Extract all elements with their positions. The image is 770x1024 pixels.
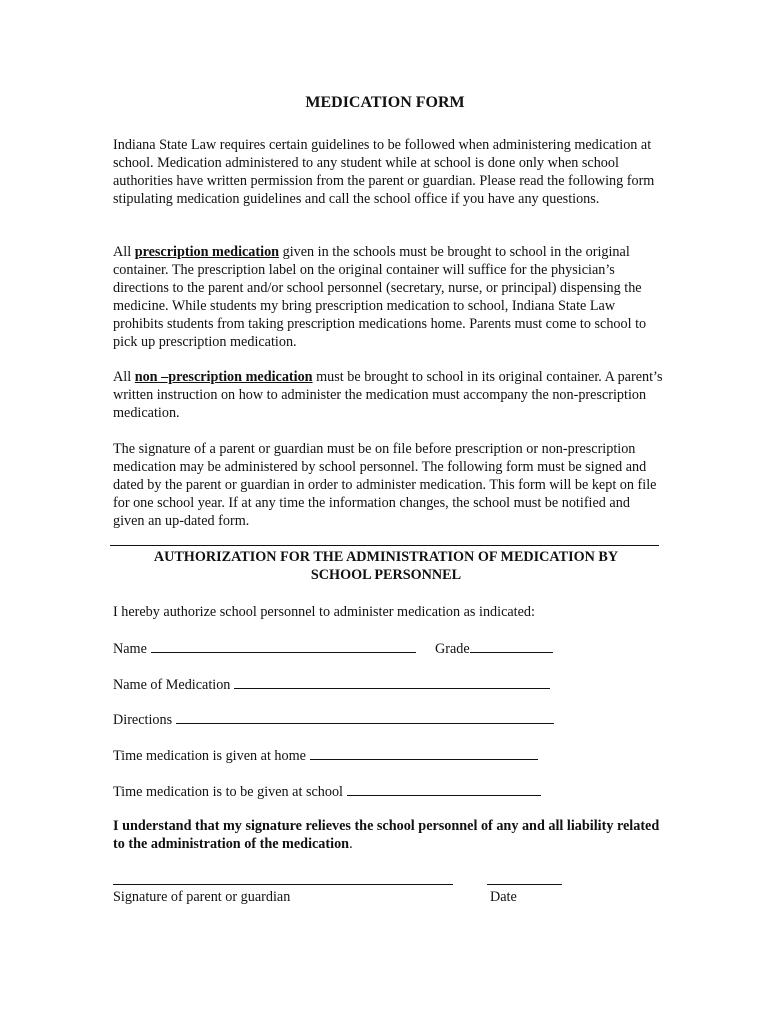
consent-text: I hereby authorize school personnel to administer medication as indicated: [113,604,535,620]
grade-input-line[interactable] [470,639,553,653]
prescription-paragraph [113,243,663,351]
authorization-title-line1: AUTHORIZATION FOR THE ADMINISTRATION OF MEDICATION BY [153,549,619,565]
section-divider [110,545,659,546]
signature-label: Signature of parent or guardian [113,889,291,905]
medication-field [113,675,550,694]
liability-statement-text: I understand that my signature relieves the school personnel of any and all liability related to the administration of the medication [113,818,660,852]
name-field [113,639,416,658]
prescription-body: given in the schools must be brought to school in the original container. The prescription label on the original container will suffice for the physician’s directions to the parent and/or school personnel (secretary, nurse, or principal) dispensing the medicine. While students my bring prescription medication to school, Indiana State Law prohibits students from taking prescription medications home. Parents must come to school to pick up prescription medication. [113,244,647,350]
time-school-input-line[interactable] [347,782,541,796]
grade-field [435,639,553,658]
date-label: Date [490,889,517,905]
time-school-field [113,782,541,801]
time-home-label: Time medication is given at home [113,748,306,764]
directions-field [113,710,554,729]
time-school-label: Time medication is to be given at school [113,784,343,800]
prescription-term: prescription medication [134,244,280,260]
directions-label: Directions [113,712,173,728]
intro-paragraph: Indiana State Law requires certain guidelines to be followed when administering medication at school. Medication administered to any student while at school is done only when school authorities have written permission from the parent or guardian. Please read the following form stipulating medication guidelines and call the school office if you have any questions. [113,137,655,207]
name-label: Name [113,641,147,657]
name-input-line[interactable] [151,639,416,653]
liability-statement-end: . [349,836,353,852]
form-title: MEDICATION FORM [305,94,465,111]
medication-label: Name of Medication [113,677,231,693]
signature-input-line[interactable] [113,884,453,885]
authorization-title [113,548,659,584]
medication-input-line[interactable] [234,675,550,689]
liability-statement [113,817,663,853]
authorization-title-line2: SCHOOL PERSONNEL [310,567,462,583]
nonprescription-body: must be brought to school in its original container. A parent’s written instruction on how to administer the medication must accompany the non-prescription medication. [113,369,663,421]
prescription-lead: All [113,244,135,260]
time-home-field [113,746,538,765]
date-input-line[interactable] [487,884,562,885]
signature-paragraph: The signature of a parent or guardian must be on file before prescription or non-prescription medication may be administered by school personnel. The following form must be signed and dated by the parent or guardian in order to administer medication. This form will be kept on file for one school year. If at any time the information changes, the school must be notified and given an up-dated form. [113,441,657,529]
nonprescription-paragraph [113,368,663,422]
directions-input-line[interactable] [176,710,554,724]
nonprescription-lead: All [113,369,135,385]
grade-label: Grade [435,641,470,657]
time-home-input-line[interactable] [310,746,538,760]
nonprescription-term: non –prescription medication [134,369,313,385]
